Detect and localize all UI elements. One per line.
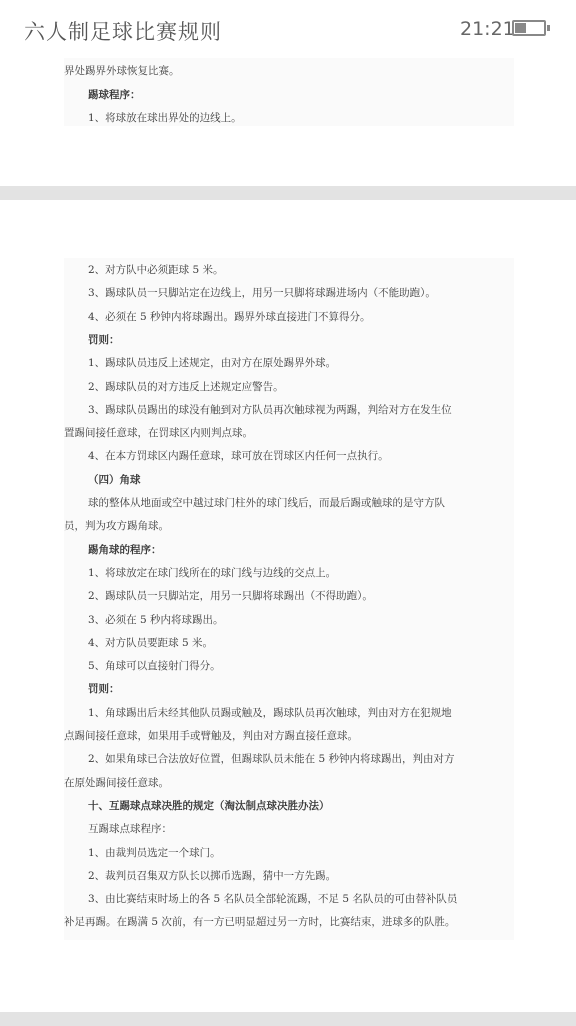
reader-header [0,0,576,58]
text-line: 3、踢球队员一只脚站定在边线上，用另一只脚将球踢进场内（不能助跑）。 [88,287,436,300]
battery-icon [512,20,546,36]
text-line: 5、角球可以直接射门得分。 [88,660,221,673]
text-line: 1、将球放定在球门线所在的球门线与边线的交点上。 [88,566,337,579]
text-line: 3、必须在 5 秒内将球踢出。 [88,613,224,626]
text-line: 2、裁判员召集双方队长以掷币选踢，猜中一方先踢。 [88,869,337,882]
text-line: 罚则： [88,683,120,696]
text-line: 置踢间接任意球，在罚球区内则判点球。 [64,427,253,440]
text-line: 补足再踢。在踢满 5 次前，有一方已明显超过另一方时，比赛结束，进球多的队胜。 [64,916,456,929]
text-line: 4、在本方罚球区内踢任意球，球可放在罚球区内任何一点执行。 [88,450,389,463]
document-page-2 [64,258,514,940]
text-line: 1、角球踢出后未经其他队员踢或触及，踢球队员再次触球，判由对方在犯规地 [88,706,452,719]
text-line: 2、对方队中必须距球 5 米。 [88,264,224,276]
status-clock: 21:21 [460,18,515,40]
document-title: 六人制足球比赛规则 [24,20,222,44]
text-line: 4、必须在 5 秒钟内将球踢出。踢界外球直接进门不算得分。 [88,310,371,323]
text-line: 互踢球点球程序： [88,823,172,836]
text-line: 踢球程序： [88,88,141,101]
text-line: 1、由裁判员选定一个球门。 [88,846,221,859]
document-page-1 [64,58,514,126]
battery-level [515,23,526,33]
text-line: 在原处踢间接任意球。 [64,776,169,789]
text-line: 球的整体从地面或空中越过球门柱外的球门线后，而最后踢或触球的是守方队 [88,497,445,509]
text-line: 2、踢球队员的对方违反上述规定应警告。 [88,380,284,393]
text-line: （四）角球 [88,473,141,486]
text-line: 点踢间接任意球，如果用手或臂触及，判由对方踢直接任意球。 [64,730,358,742]
battery-tip [547,25,550,31]
text-line: 2、踢球队员一只脚站定，用另一只脚将球踢出（不得助跑）。 [88,590,373,603]
text-line: 1、将球放在球出界处的边线上。 [88,112,242,124]
text-line: 1、踢球队员违反上述规定，由对方在原处踢界外球。 [88,357,337,370]
text-line: 十、互踢球点球决胜的规定（淘汰制点球决胜办法） [88,799,330,812]
text-line: 2、如果角球已合法放好位置，但踢球队员未能在 5 秒钟内将球踢出，判由对方 [88,753,455,766]
text-line: 罚则： [88,333,120,346]
text-line: 3、由比赛结束时场上的各 5 名队员全部轮流踢，不足 5 名队员的可由替补队员 [88,893,458,906]
text-line: 3、踢球队员踢出的球没有触到对方队员再次触球视为两踢，判给对方在发生位 [88,403,452,416]
page-divider [0,186,576,200]
text-line: 4、对方队员要距球 5 米。 [88,636,214,649]
text-line: 踢角球的程序： [88,543,162,556]
text-line: 界处踢界外球恢复比赛。 [64,65,180,77]
text-line: 员，判为攻方踢角球。 [64,520,169,533]
